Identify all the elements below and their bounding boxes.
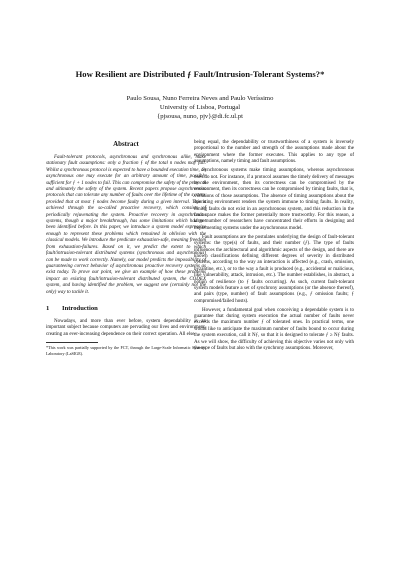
author-names: Paulo Sousa, Nuno Ferreira Neves and Paulo Veríssimo <box>126 95 274 102</box>
body-paragraph: However, a fundamental goal when conceiving a dependable system is to guarantee that during system execution the actual number of faults never exceeds the maximum number ƒ of tolerated ones. In practical terms, one would like to anticipate the maximum number of faults bound to occur during the system execution, call it Nƒ, so that it is designed to tolerate ƒ ≥ Nƒ faults. As we will show, the difficulty of achieving this objective varies not only with the type of faults but also with the synchrony assumptions. Moreover, <box>194 307 354 352</box>
section-title: Introduction <box>62 304 98 312</box>
body-paragraph: being equal, the dependability or trustworthiness of a system is inversely proportional to the number and strength of the assumptions made about the environment where the former executes. This applies to any type of assumptions, namely timing and fault assumptions. <box>194 140 354 165</box>
author-emails: {pjsousa, nuno, pjv}@di.fc.ul.pt <box>157 112 243 120</box>
right-column <box>194 140 354 355</box>
paper-title: How Resilient are Distributed ƒ Fault/Intrusion-Tolerant Systems?* <box>75 69 325 79</box>
introduction-heading <box>46 305 206 313</box>
abstract-heading: Abstract <box>113 141 139 148</box>
introduction-left-text <box>46 319 206 338</box>
section-number: 1 <box>46 304 50 312</box>
footnote-divider <box>46 342 98 343</box>
author-affiliation: University of Lisboa, Portugal <box>159 103 241 111</box>
author-block <box>20 95 380 121</box>
abstract-body <box>46 155 206 296</box>
body-paragraph: Synchronous systems make timing assumptions, whereas asynchronous ones do not. For instance, if a protocol assumes the timely delivery of messages by the environment, then its correctness can be compromised by the environment, then its correctness can be compromised by timing faults, that is, violations of those assumptions. The absence of timing assumptions about the operating environment renders the system immune to timing faults. In reality, timing faults do not exist in an asynchronous system, and this reduction in the fault space makes the former potentially more trustworthy. For this reason, a large number of researchers have concentrated their efforts in designing and implementing systems under the asynchronous model. <box>194 168 354 231</box>
footnote <box>46 345 206 356</box>
footnote-text: *This work was partially supported by the FCT, through the Large-Scale Informatic Systems Laboratory (LaSIGE). <box>46 345 206 356</box>
body-paragraph: Fault assumptions are the postulates underlying the design of fault-tolerant systems: the type(s) of faults, and their number (ƒ). The type of faults influences the architectural and algorithmic aspects of the design, and there are known classifications defining different degrees of severity in distributed systems, according to the way an interaction is affected (e.g., crash, omission, byzantine, etc.), or to the way a fault is produced (e.g., accidental or malicious, like vulnerability, attack, intrusion, etc.). The number establishes, in abstract, a notion of resilience (to ƒ faults occurring). As such, current fault-tolerant system models feature a set of synchrony assumptions (or the absence thereof), and pairs (type, number) of fault assumptions (e.g., ƒ omission faults; ƒ compromised/failed hosts). <box>194 234 354 304</box>
abstract-paragraph: Fault-tolerant protocols, asynchronous and synchronous alike, make stationary fault assumptions: only a fraction ƒ of the total n nodes may fail. Whilst a synchronous protocol is expected to have a bounded execution time, an asynchronous one may execute for an arbitrary amount of time, possibly sufficient for ƒ + 1 nodes to fail. This can compromise the safety of the protocol and ultimately the safety of the system. Recent papers propose asynchronous protocols that can tolerate any number of faults over the lifetime of the system, provided that at most ƒ nodes become faulty during a given interval. This is achieved through the so-called proactive recovery, which consists of periodically rejuvenating the system. Proactive recovery in asynchronous systems, though a major breakthrough, has some limitations which had not been identified before. In this paper, we introduce a system model expressive enough to represent these problems which remained in oblivion with the classical models. We introduce the predicate exhaustion-safe, meaning freedom from exhaustion-failures. Based on it, we predict the extent to which fault/intrusion-tolerant distributed systems (synchronous and asynchronous) can be made to work correctly. Namely, our model predicts the impossibility of guaranteeing correct behavior of asynchronous proactive recovery systems as exist today. To prove our point, we give an example of how these problems impact an existing fault/intrusion-tolerant distributed system, the CODEX system, and having identified the problem, we suggest one (certainly not the only) way to tackle it. <box>46 155 207 295</box>
introduction-right-text <box>194 140 354 353</box>
body-paragraph: Nowadays, and more than ever before, system dependability is an important subject because computers are pervading our lives and environment, creating an ever-increasing dependence on their correct operation. All else <box>46 318 206 337</box>
left-column <box>46 140 206 356</box>
